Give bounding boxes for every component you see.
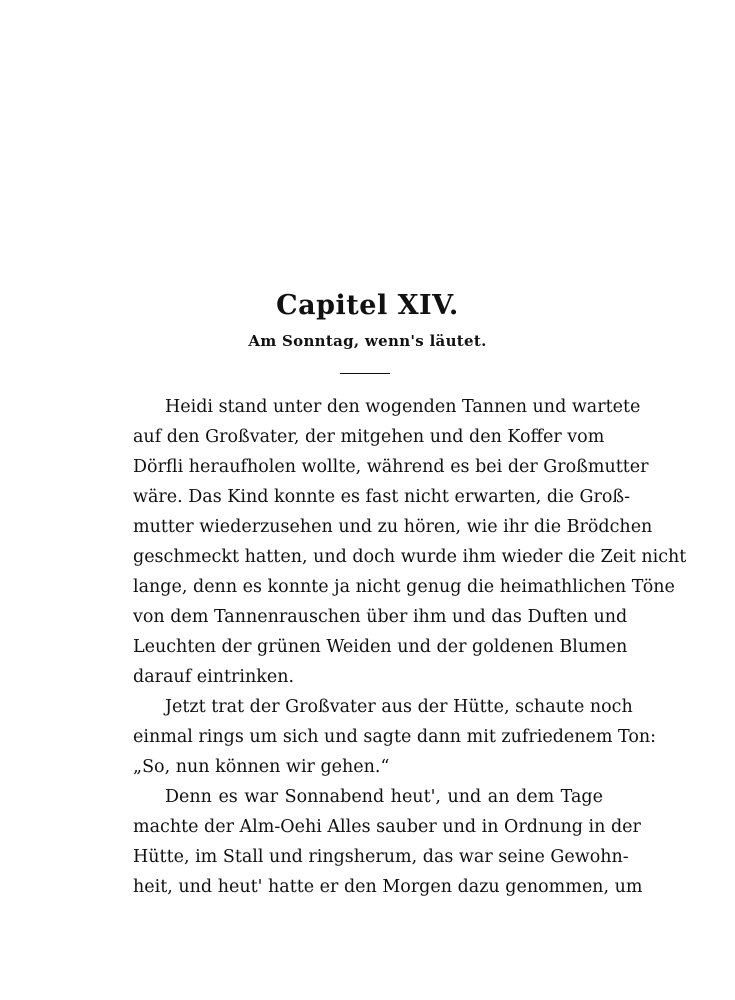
text-line: Dörfli heraufholen wollte, während es bei der Großmutter: [133, 457, 649, 477]
divider-rule: [340, 373, 390, 374]
text-line: mutter wiederzusehen und zu hören, wie ihr die Brödchen: [133, 517, 653, 537]
chapter-title: Capitel XIV.: [276, 290, 459, 321]
text-line: Denn es war Sonnabend heut', und an dem Tage: [165, 787, 603, 807]
text-line: darauf eintrinken.: [133, 667, 295, 687]
body-text: [133, 392, 687, 902]
text-line: Heidi stand unter den wogenden Tannen und wartete: [165, 397, 641, 417]
text-line: Hütte, im Stall und ringsherum, das war seine Gewohn-: [133, 847, 629, 867]
text-line: wäre. Das Kind konnte es fast nicht erwarten, die Groß-: [133, 487, 631, 507]
text-line: „So, nun können wir gehen.“: [133, 757, 390, 777]
text-line: lange, denn es konnte ja nicht genug die heimathlichen Töne: [133, 577, 675, 597]
text-line: heit, und heut' hatte er den Morgen dazu genommen, um: [133, 877, 643, 897]
text-line: auf den Großvater, der mitgehen und den Koffer vom: [133, 427, 605, 447]
text-line: Leuchten der grünen Weiden und der goldenen Blumen: [133, 637, 628, 657]
text-line: einmal rings um sich und sagte dann mit zufriedenem Ton:: [133, 727, 657, 747]
text-line: von dem Tannenrauschen über ihm und das Duften und: [133, 607, 628, 627]
text-line: Jetzt trat der Großvater aus der Hütte, schaute noch: [165, 697, 633, 717]
text-line: machte der Alm-Oehi Alles sauber und in Ordnung in der: [133, 817, 641, 837]
text-line: geschmeckt hatten, und doch wurde ihm wieder die Zeit nicht: [133, 547, 687, 567]
chapter-subtitle: Am Sonntag, wenn's läutet.: [248, 332, 487, 350]
